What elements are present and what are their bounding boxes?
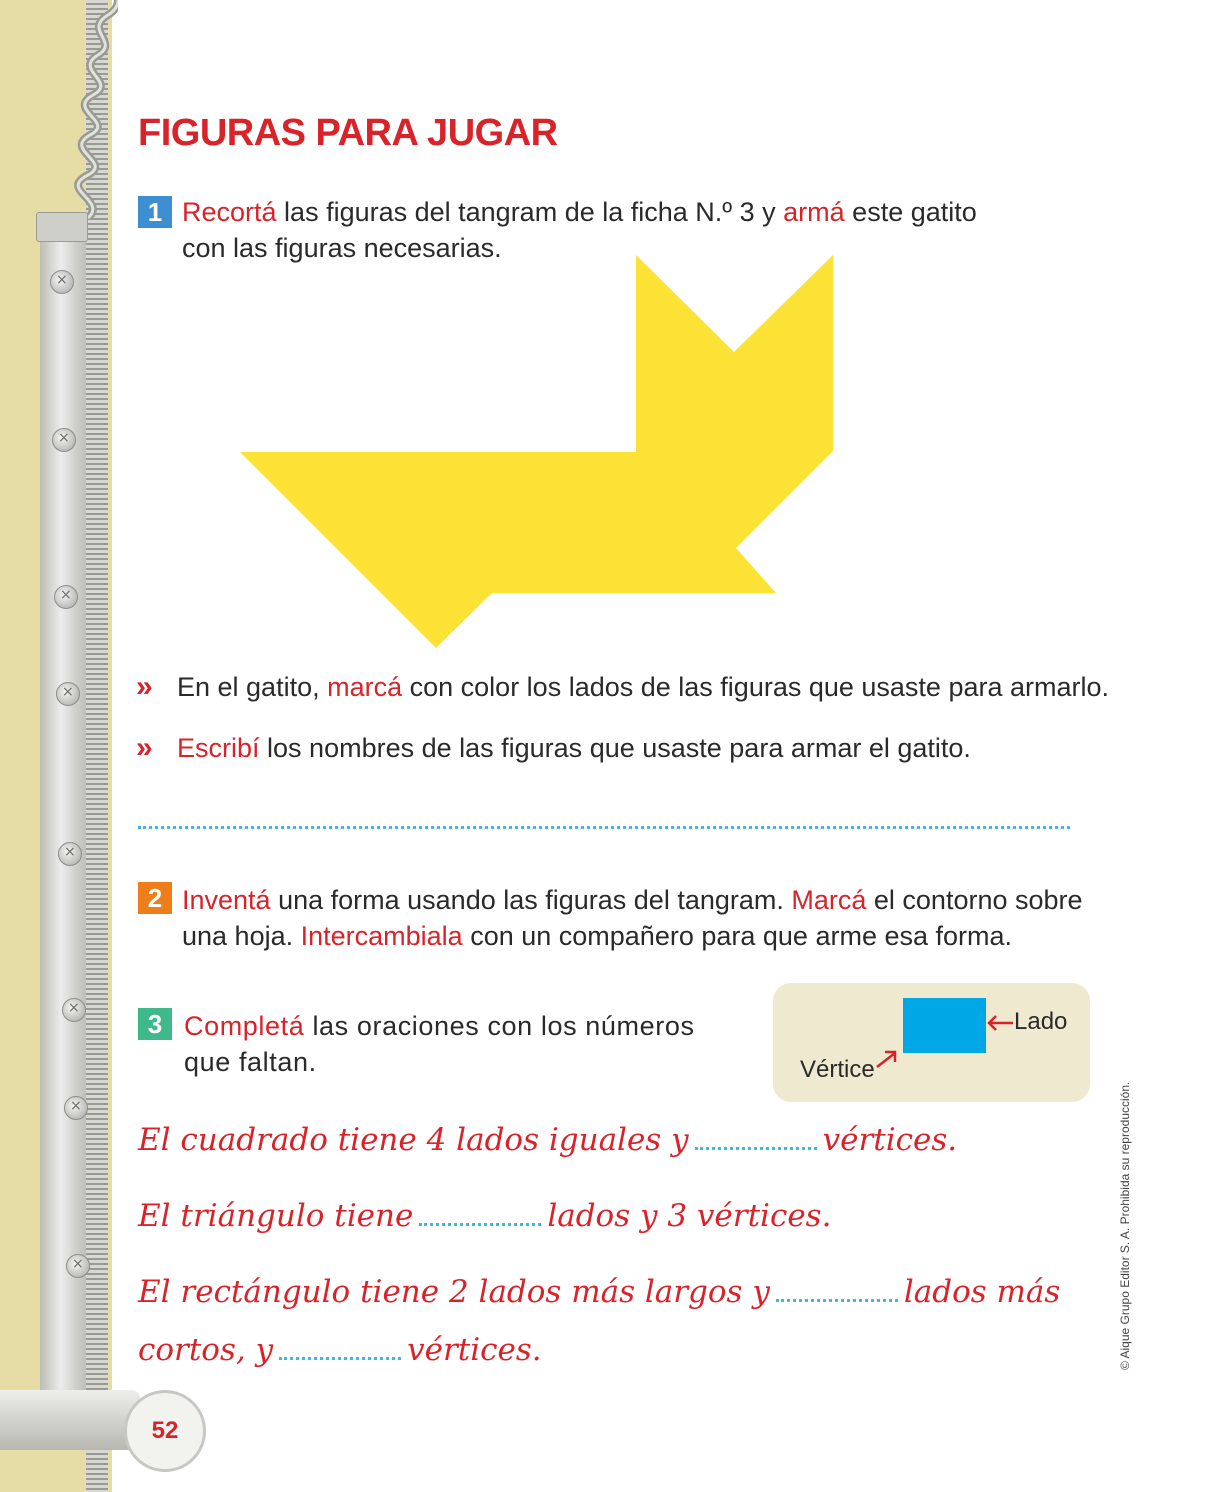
tangram-cat-shape xyxy=(230,250,840,655)
screw-icon xyxy=(56,682,80,706)
verb-intercambiala: Intercambiala xyxy=(300,921,463,951)
instruction-text: con un compañero para que arme esa forma. xyxy=(462,921,1013,951)
sentence-text: El triángulo tiene xyxy=(138,1198,414,1234)
verb-recorta: Recortá xyxy=(182,197,277,227)
exercise-3-instruction xyxy=(184,1008,695,1080)
exercise-number-1: 1 xyxy=(138,196,172,228)
verb-arma: armá xyxy=(783,197,845,227)
answer-blank[interactable] xyxy=(279,1357,401,1360)
blue-square-figure xyxy=(903,998,986,1053)
screw-icon xyxy=(64,1096,88,1120)
instruction-text: las figuras del tangram de la ficha N.º 3 y xyxy=(276,197,784,227)
sentence-text: cortos, y xyxy=(138,1332,274,1368)
page-number: 52 xyxy=(151,1417,179,1444)
exercise-number-3: 3 xyxy=(138,1008,172,1040)
verb-escribi: Escribí xyxy=(177,733,260,763)
instruction-text: En el gatito, xyxy=(177,672,328,702)
exercise-2-instruction xyxy=(182,882,1083,954)
instruction-text: este gatito xyxy=(844,197,977,227)
sentence-rectangulo-cont xyxy=(138,1332,542,1368)
screw-icon xyxy=(54,585,78,609)
sentence-text: vértices. xyxy=(822,1122,958,1158)
instruction-text: que faltan. xyxy=(184,1047,317,1077)
sentence-rectangulo xyxy=(138,1274,1060,1310)
instruction-text: con color los lados de las figuras que usaste para armarlo. xyxy=(402,672,1110,702)
sentence-text: lados y 3 vértices. xyxy=(547,1198,832,1234)
screw-icon xyxy=(50,270,74,294)
verb-marca: marcá xyxy=(327,672,403,702)
screw-icon xyxy=(58,842,82,866)
bullet-2-text xyxy=(177,730,971,766)
page-title: FIGURAS PARA JUGAR xyxy=(138,112,558,154)
sentence-text: lados más xyxy=(903,1274,1061,1310)
arrow-left-icon xyxy=(985,1013,1015,1033)
exercise-number-2: 2 xyxy=(138,882,172,914)
spring-icon xyxy=(38,0,118,220)
instruction-text: una hoja. xyxy=(182,921,301,951)
sentence-text: vértices. xyxy=(407,1332,542,1368)
screw-icon xyxy=(66,1254,90,1278)
screw-icon xyxy=(52,428,76,452)
copyright-notice: © Aique Grupo Editor S. A. Prohibida su reproducción. xyxy=(1118,1081,1132,1370)
verb-marca: Marcá xyxy=(791,885,867,915)
answer-blank[interactable] xyxy=(695,1147,817,1150)
chevron-right-icon: » xyxy=(136,670,153,703)
pipe-decoration xyxy=(0,1390,140,1450)
bullet-1-text xyxy=(177,669,1109,705)
label-lado: Lado xyxy=(1014,1008,1068,1035)
instruction-text: las oraciones con los números xyxy=(304,1011,695,1041)
arrow-up-right-icon xyxy=(875,1049,899,1071)
instruction-text: los nombres de las figuras que usaste para armar el gatito. xyxy=(259,733,971,763)
instruction-text: con las figuras necesarias. xyxy=(182,233,502,263)
answer-line[interactable] xyxy=(138,826,1070,829)
sentence-text: El rectángulo tiene 2 lados más largos y xyxy=(138,1274,770,1310)
chevron-right-icon: » xyxy=(136,731,153,764)
verb-completa: Completá xyxy=(184,1011,305,1041)
answer-blank[interactable] xyxy=(776,1299,898,1302)
sentence-text: El cuadrado tiene 4 lados iguales y xyxy=(138,1122,689,1158)
page-number-badge xyxy=(124,1390,206,1472)
instruction-text: el contorno sobre xyxy=(866,885,1083,915)
sentence-cuadrado xyxy=(138,1122,957,1158)
instruction-text: una forma usando las figuras del tangram. xyxy=(270,885,792,915)
square-diagram-card xyxy=(773,983,1090,1102)
rail-clip xyxy=(36,212,88,242)
sentence-triangulo xyxy=(138,1198,831,1234)
verb-inventa: Inventá xyxy=(182,885,271,915)
label-vertice: Vértice xyxy=(800,1056,875,1083)
answer-blank[interactable] xyxy=(419,1223,541,1226)
screw-icon xyxy=(62,998,86,1022)
